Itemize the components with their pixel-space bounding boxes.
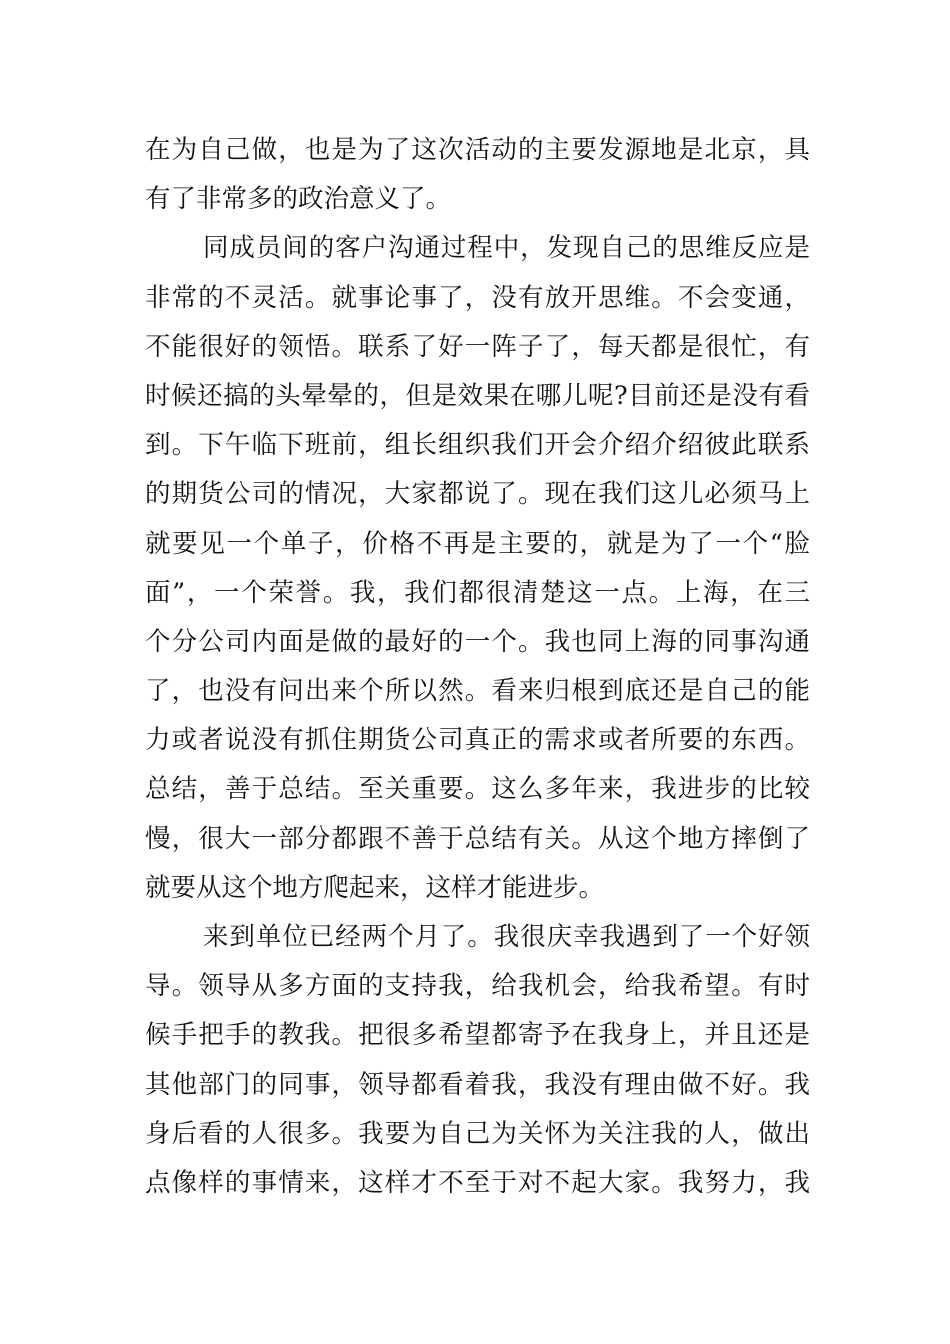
- text-line: 就要见一个单子，价格不再是主要的，就是为了一个“脸: [145, 528, 810, 559]
- text-line: 点像样的事情来，这样才不至于对不起大家。我努力，我: [145, 1167, 810, 1198]
- text-line: 面”，一个荣誉。我，我们都很清楚这一点。上海，在三: [145, 577, 810, 608]
- text-line: 时候还搞的头晕晕的，但是效果在哪儿呢?目前还是没有看: [145, 380, 810, 411]
- text-line: 个分公司内面是做的最好的一个。我也同上海的同事沟通: [145, 626, 810, 657]
- text-line: 慢，很大一部分都跟不善于总结有关。从这个地方摔倒了: [145, 823, 810, 854]
- text-line: 导。领导从多方面的支持我，给我机会，给我希望。有时: [145, 971, 810, 1002]
- text-line: 就要从这个地方爬起来，这样才能进步。: [145, 872, 605, 903]
- text-line: 的期货公司的情况，大家都说了。现在我们这儿必须马上: [145, 479, 810, 510]
- text-line: 来到单位已经两个月了。我很庆幸我遇到了一个好领: [203, 922, 810, 952]
- text-line: 候手把手的教我。把很多希望都寄予在我身上，并且还是: [145, 1020, 810, 1051]
- text-line: 有了非常多的政治意义了。: [145, 184, 452, 215]
- text-line: 到。下午临下班前，组长组织我们开会介绍介绍彼此联系: [145, 430, 810, 461]
- text-line: 同成员间的客户沟通过程中，发现自己的思维反应是: [203, 233, 810, 264]
- body-text: [145, 126, 810, 1208]
- text-line: 身后看的人很多。我要为自己为关怀为关注我的人，做出: [145, 1118, 810, 1149]
- text-line: 总结，善于总结。至关重要。这么多年来，我进步的比较: [145, 774, 810, 805]
- text-line: 其他部门的同事，领导都看着我，我没有理由做不好。我: [145, 1069, 810, 1100]
- text-line: 不能很好的领悟。联系了好一阵子了，每天都是很忙，有: [145, 331, 810, 362]
- text-line: 力或者说没有抓住期货公司真正的需求或者所要的东西。: [145, 725, 810, 756]
- text-line: 了，也没有问出来个所以然。看来归根到底还是自己的能: [145, 676, 810, 707]
- text-line: 在为自己做，也是为了这次活动的主要发源地是北京，具: [145, 135, 810, 165]
- text-line: 非常的不灵活。就事论事了，没有放开思维。不会变通，: [145, 282, 810, 313]
